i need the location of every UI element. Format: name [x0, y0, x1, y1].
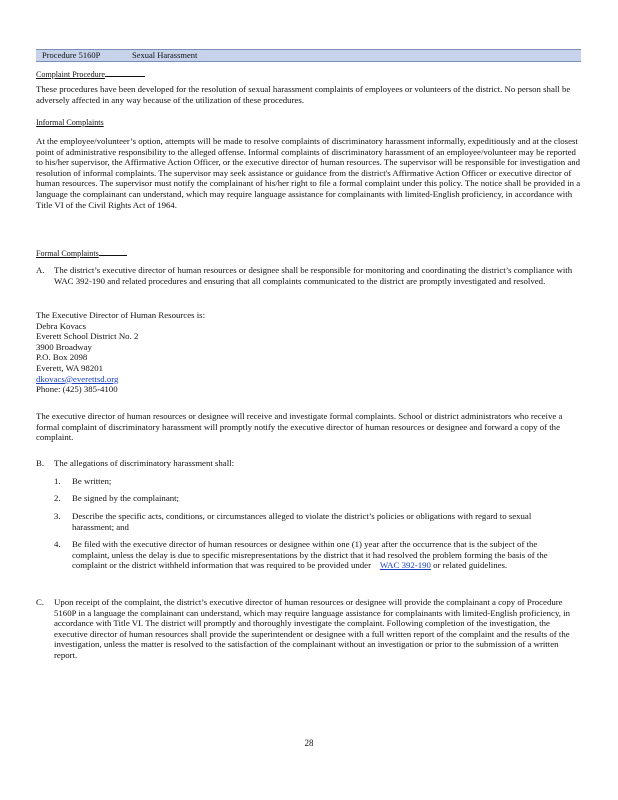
- formal-receive-paragraph: The executive director of human resources or designee will receive and investigate formal complaints. School or district administrators who receive a formal complaint of discriminatory harassment will promptly notify the executive director of human resources or designee and forward a copy of the complaint.: [36, 411, 563, 443]
- sub-item-number: 3.: [54, 511, 61, 521]
- contact-phone: Phone: (425) 385-4100: [36, 384, 118, 395]
- formal-complaints-heading: Formal Complaints: [36, 247, 127, 259]
- contact-email-link[interactable]: dkovacs@everettsd.org: [36, 373, 119, 384]
- item-a-letter: A.: [36, 265, 45, 275]
- item-b-letter: B.: [36, 458, 45, 468]
- procedure-title: Sexual Harassment: [132, 50, 198, 60]
- sub-item-number: 4.: [54, 539, 61, 549]
- sub-item-number: 2.: [54, 493, 61, 503]
- sub-item-text-with-link: Be filed with the executive director of human resources or designee within one (1) year after the occurrence that is the subject of the complaint, unless the delay is due to specific misrepresentations by the district that it had resolved the problem forming the basis of the complaint or the district withheld information that was required to be provided under WAC 392-190 or related guidelines.: [72, 539, 548, 571]
- complaint-procedure-heading: Complaint Procedure: [36, 68, 145, 80]
- complaint-procedure-body: These procedures have been developed for the resolution of sexual harassment complaints of employees or volunteers of the district. No person shall be adversely affected in any way because of the utilization of these procedures.: [36, 84, 571, 105]
- item-b-text: The allegations of discriminatory harassment shall:: [54, 458, 235, 468]
- item-a-text: The district’s executive director of human resources or designee shall be responsible for monitoring and coordinating the district’s compliance with WAC 392-190 and related procedures and ensuring that all complaints communicated to the district are promptly investigated and resolved.: [54, 265, 573, 286]
- contact-org: Everett School District No. 2: [36, 331, 139, 342]
- procedure-number: Procedure 5160P: [42, 50, 101, 60]
- item-c-letter: C.: [36, 597, 45, 607]
- sub-item-text: Be signed by the complainant;: [72, 493, 180, 503]
- page-number: 28: [304, 738, 314, 748]
- contact-pobox: P.O. Box 2098: [36, 352, 88, 363]
- informal-complaints-body: At the employee/volunteer’s option, attempts will be made to resolve complaints of discriminatory harassment informally, expeditiously and at the closest point of administrative responsibility to the alleged offense. Informal complaints of discriminatory harassment of an employee/volunteer may be reported to his/her supervisor, the Affirmative Action Officer, or the executive director of human resources. The supervisor will be responsible for investigation and resolution of informal complaints. The supervisor may seek assistance or guidance from the district's Affirmative Action Officer or executive director of human resources. The supervisor must notify the complainant of his/her right to file a formal complaint under this policy. The notice shall be provided in a language the complainant can understand, which may require language assistance for complainants with limited-English proficiency, in accordance with Title VI of the Civil Rights Act of 1964.: [36, 136, 581, 210]
- wac-392-190-link[interactable]: WAC 392-190: [379, 560, 431, 571]
- hr-contact-block: [36, 310, 205, 395]
- sub-item-text: Be written;: [72, 476, 112, 486]
- contact-street: 3900 Broadway: [36, 341, 92, 352]
- contact-intro: The Executive Director of Human Resources is:: [36, 310, 206, 320]
- contact-city: Everett, WA 98201: [36, 362, 104, 373]
- sub-item-number: 1.: [54, 476, 61, 486]
- sub-item-text: Describe the specific acts, conditions, or circumstances alleged to violate the district’s policies or obligations with regard to sexual harassment; and: [72, 511, 532, 532]
- informal-complaints-heading: Informal Complaints: [36, 118, 104, 127]
- contact-name: Debra Kovacs: [36, 320, 87, 331]
- procedure-header-bar: [36, 49, 581, 62]
- item-c-text: Upon receipt of the complaint, the district’s executive director of human resources or designee will provide the complainant a copy of Procedure 5160P in a language the complainant can understand, which may require language assistance for complainants with limited-English proficiency, in accordance with Title VI. The district will promptly and thoroughly investigate the complaint. Following completion of the investigation, the executive director of human resources shall provide the superintendent or designee with a full written report of the complaint and the results of the investigation, unless the matter is resolved to the satisfaction of the complainant without an investigation or prior to the submission of a written report.: [54, 597, 571, 660]
